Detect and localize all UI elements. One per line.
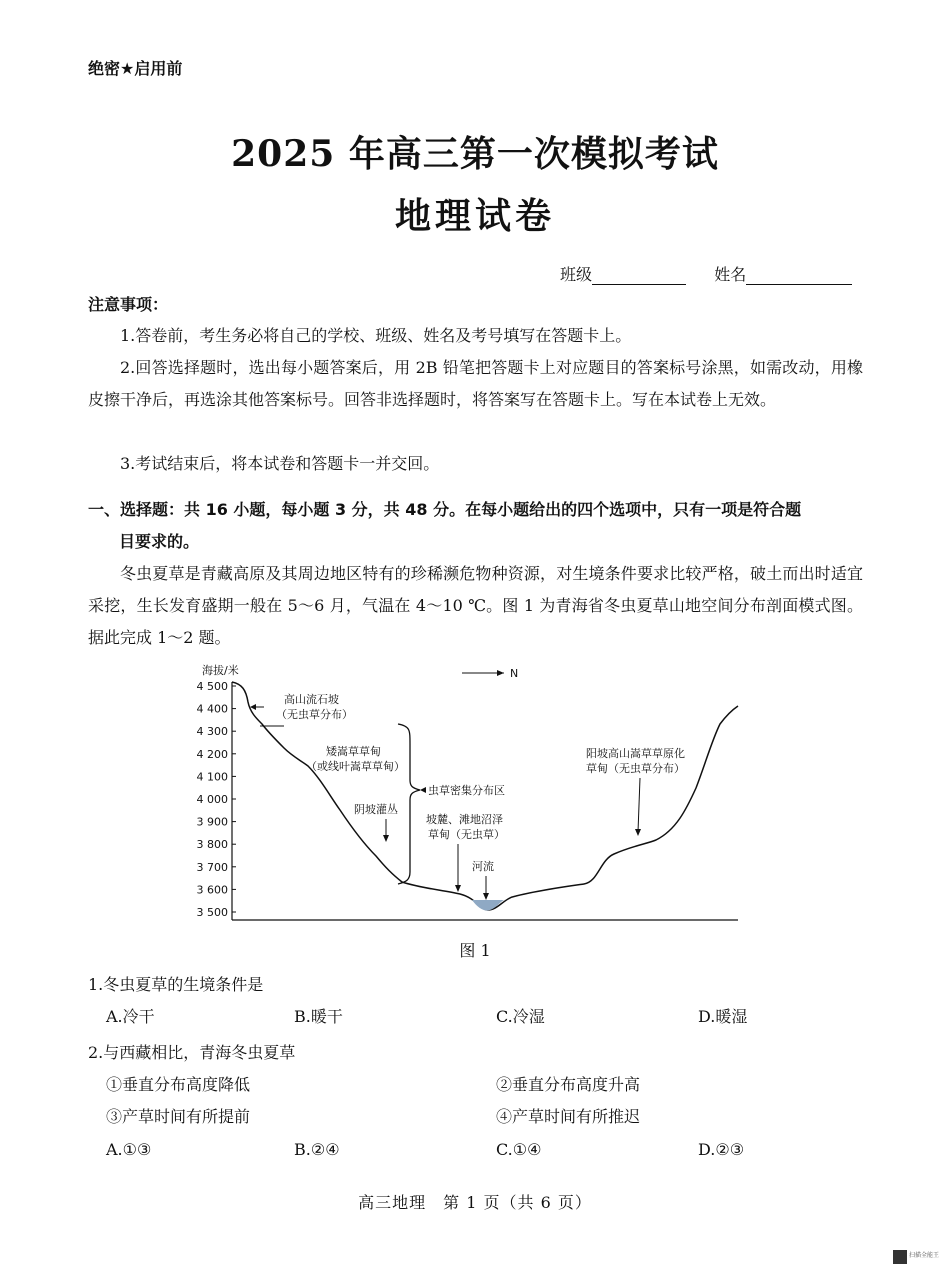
- label-shrub: 阴坡灌丛: [354, 803, 398, 816]
- y-tick-label: 3 600: [196, 883, 228, 897]
- label-scree-note: （无虫草分布）: [276, 708, 353, 721]
- river-arrow-icon: [483, 893, 489, 900]
- y-axis-label: 海拔/米: [202, 664, 239, 677]
- y-tick-label: 3 800: [196, 838, 228, 852]
- question-2-stem: 2.与西藏相比，青海冬虫夏草: [88, 1043, 296, 1062]
- q2-statement-3: ③产草时间有所提前: [106, 1107, 251, 1126]
- y-tick-label: 4 000: [196, 793, 228, 806]
- label-sunny-slope-note: 草甸（无虫草分布）: [586, 762, 685, 775]
- note-item-1: 1.答卷前，考生务必将自己的学校、班级、姓名及考号填写在答题卡上。: [120, 326, 632, 345]
- section-heading: [88, 494, 863, 558]
- swamp-arrow-icon: [455, 885, 461, 892]
- north-label: N: [510, 667, 519, 680]
- y-tick-label: 4 500: [196, 680, 228, 693]
- confidential-label: 绝密★启用前: [88, 59, 183, 78]
- q2-option-d[interactable]: D.②③: [698, 1140, 745, 1159]
- passage: 冬虫夏草是青藏高原及其周边地区特有的珍稀濒危物种资源，对生境条件要求比较严格，破土而出时适宜采挖，生长发育盛期一般在 5～6 月，气温在 4～10 ℃。图 1 为青海省冬虫夏草山地空间分布剖面模式图。据此完成 1～2 题。: [88, 564, 863, 647]
- class-label: 班级: [560, 265, 593, 284]
- label-meadow: 矮嵩草草甸: [326, 745, 381, 758]
- q2-option-c[interactable]: C.①④: [496, 1140, 542, 1159]
- label-scree: 高山流石坡: [284, 693, 339, 706]
- profile-figure: [180, 660, 760, 930]
- y-tick-label: 4 100: [196, 770, 228, 784]
- y-tick-label: 3 500: [196, 906, 228, 919]
- q1-option-b[interactable]: B.暖干: [294, 1007, 343, 1026]
- notes-heading: 注意事项：: [88, 295, 169, 314]
- q2-statement-4: ④产草时间有所推迟: [496, 1107, 641, 1126]
- y-tick-label: 4 300: [196, 725, 228, 739]
- label-river: 河流: [472, 860, 494, 873]
- name-label: 姓名: [714, 265, 747, 284]
- student-info-fields: [560, 262, 852, 285]
- label-swamp: 坡麓、滩地沼泽: [426, 813, 503, 826]
- note-item-3: 3.考试结束后，将本试卷和答题卡一并交回。: [120, 454, 440, 473]
- q1-option-c[interactable]: C.冷湿: [496, 1007, 545, 1026]
- q1-option-d[interactable]: D.暖湿: [698, 1007, 748, 1026]
- dense-zone-brace: [398, 724, 420, 884]
- q1-option-a[interactable]: A.冷干: [106, 1007, 155, 1026]
- label-sunny-slope: 阳坡高山嵩草草原化: [586, 747, 685, 760]
- label-swamp-note: 草甸（无虫草）: [428, 828, 505, 841]
- exam-subject: 地理试卷: [394, 195, 555, 237]
- q2-option-b[interactable]: B.②④: [294, 1140, 340, 1159]
- label-dense-zone: 虫草密集分布区: [428, 784, 505, 797]
- section-heading-line1: 一、选择题：共 16 小题，每小题 3 分，共 48 分。在每小题给出的四个选项中，只有一项是符合题: [88, 500, 802, 519]
- y-tick-label: 4 200: [196, 747, 228, 761]
- note-item-2: 2.回答选择题时，选出每小题答案后，用 2B 铅笔把答题卡上对应题目的答案标号涂黑，如需改动，用橡皮擦干净后，再选涂其他答案标号。回答非选择题时，将答案写在答题卡上。写在本试卷上无效。: [88, 358, 863, 409]
- sunny-arrow-icon: [635, 829, 641, 836]
- exam-title: 2025 年高三第一次模拟考试: [231, 133, 719, 175]
- class-field[interactable]: [592, 268, 686, 285]
- page-footer: 高三地理 第 1 页（共 6 页）: [358, 1193, 592, 1212]
- section-heading-line2: 目要求的。: [119, 532, 200, 551]
- y-tick-label: 3 900: [196, 815, 228, 829]
- shrub-arrow-icon: [383, 835, 389, 842]
- label-meadow-note: （或线叶嵩草草甸）: [306, 760, 405, 773]
- q2-option-a[interactable]: A.①③: [106, 1140, 152, 1159]
- scanner-watermark: 扫描全能王: [909, 1252, 940, 1259]
- q2-statement-1: ①垂直分布高度降低: [106, 1075, 251, 1094]
- figure-caption: 图 1: [459, 941, 491, 960]
- y-tick-label: 3 700: [196, 860, 228, 874]
- dense-arrow-icon: [420, 787, 426, 793]
- question-1-stem: 1.冬虫夏草的生境条件是: [88, 975, 264, 994]
- y-tick-label: 4 400: [196, 702, 228, 716]
- qr-code-icon: [893, 1250, 907, 1264]
- q2-statement-2: ②垂直分布高度升高: [496, 1075, 641, 1094]
- north-arrow-icon: [497, 670, 504, 676]
- name-field[interactable]: [746, 268, 852, 285]
